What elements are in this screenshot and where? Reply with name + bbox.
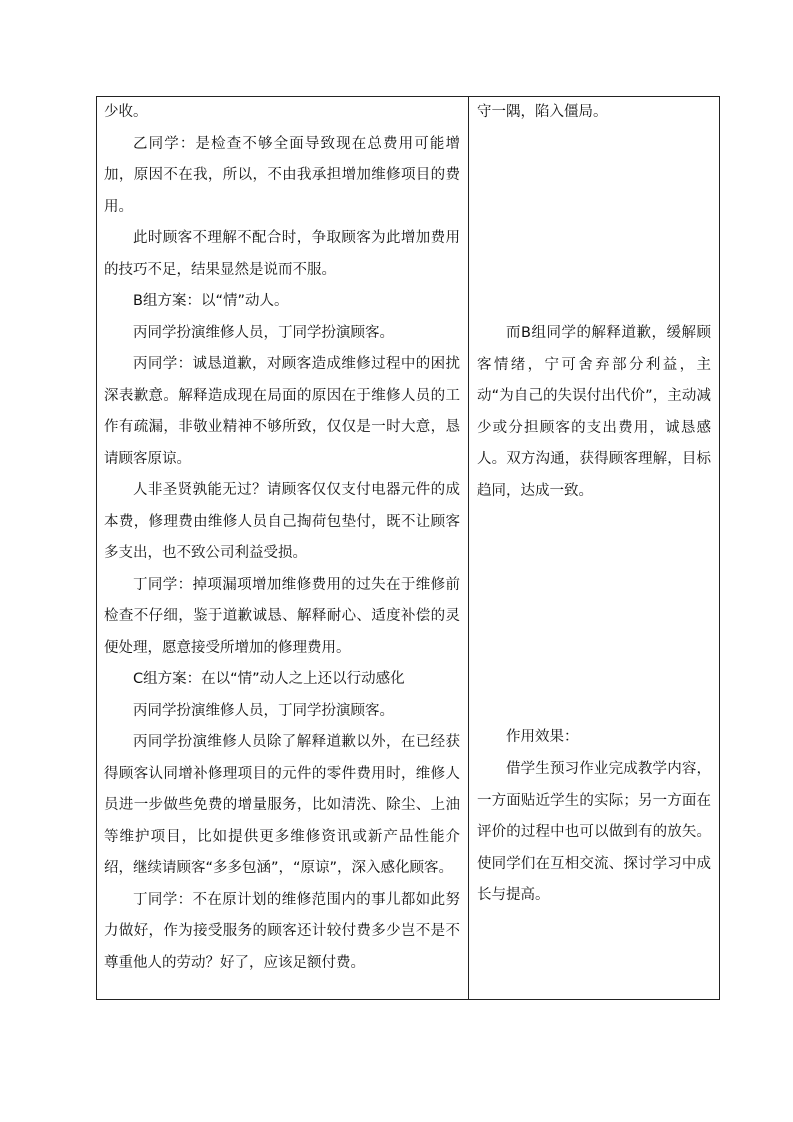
effect-body: 借学生预习作业完成教学内容，一方面贴近学生的实际；另一方面在评价的过程中也可以做到有的放矢。使同学们在互相交流、探讨学习中成长与提高。	[477, 761, 711, 903]
paragraph-nobody-perfect: 人非圣贤孰能无过？请顾客仅仅支付电器元件的成本费，修理费由维修人员自己掏荷包垫付，既不让顾客多支出，也不致公司利益受损。	[104, 482, 460, 561]
comment-deadlock: 守一隅，陷入僵局。	[477, 104, 608, 120]
paragraph-student-yi: 乙同学：是检查不够全面导致现在总费用可能增加，原因不在我，所以，不由我承担增加维修项目的费用。	[104, 135, 460, 215]
paragraph-plan-c-response: 丁同学：不在原计划的维修范围内的事儿都如此努力做好，作为接受服务的顾客还计较付费多少岂不是不尊重他人的劳动？好了，应该足额付费。	[104, 891, 460, 971]
paragraph-plan-c-service: 丙同学扮演维修人员除了解释道歉以外，在已经获得顾客认同增补修理项目的元件的零件费用时，维修人员进一步做些免费的增量服务，比如清洗、除尘、上油等维护项目，比如提供更多维修资讯或新产品性能介绍，继续请顾客“多多包涵”，“原谅”，深入感化顾客。	[104, 734, 460, 876]
content-table	[96, 96, 720, 1000]
right-column	[469, 97, 719, 999]
paragraph-analysis: 此时顾客不理解不配合时，争取顾客为此增加费用的技巧不足，结果显然是说而不服。	[104, 230, 460, 278]
paragraph-continuation: 少收。	[104, 104, 148, 120]
paragraph-plan-b-roles: 丙同学扮演维修人员，丁同学扮演顾客。	[133, 324, 394, 341]
paragraph-student-ding: 丁同学：掉项漏项增加维修费用的过失在于维修前检查不仔细，鉴于道歉诚恳、解释耐心、适度补偿的灵便处理，愿意接受所增加的修理费用。	[104, 576, 460, 656]
effect-title: 作用效果：	[506, 729, 579, 745]
comment-plan-b: 而B组同学的解释道歉，缓解顾客情绪，宁可舍弃部分利益，主动“为自己的失误付出代价”，主动减少或分担顾客的支出费用，诚恳感人。双方沟通，获得顾客理解，目标趋同，达成一致。	[477, 325, 711, 499]
paragraph-student-bing: 丙同学：诚恳道歉，对顾客造成维修过程中的困扰深表歉意。解释造成现在局面的原因在于维修人员的工作有疏漏，非敬业精神不够所致，仅仅是一时大意，恳请顾客原谅。	[104, 356, 460, 467]
paragraph-plan-c-title: C组方案：在以“情”动人之上还以行动感化	[133, 671, 405, 687]
paragraph-plan-b-title: B组方案：以“情”动人。	[133, 293, 289, 309]
left-column	[97, 97, 469, 999]
paragraph-plan-c-roles: 丙同学扮演维修人员，丁同学扮演顾客。	[133, 702, 394, 719]
